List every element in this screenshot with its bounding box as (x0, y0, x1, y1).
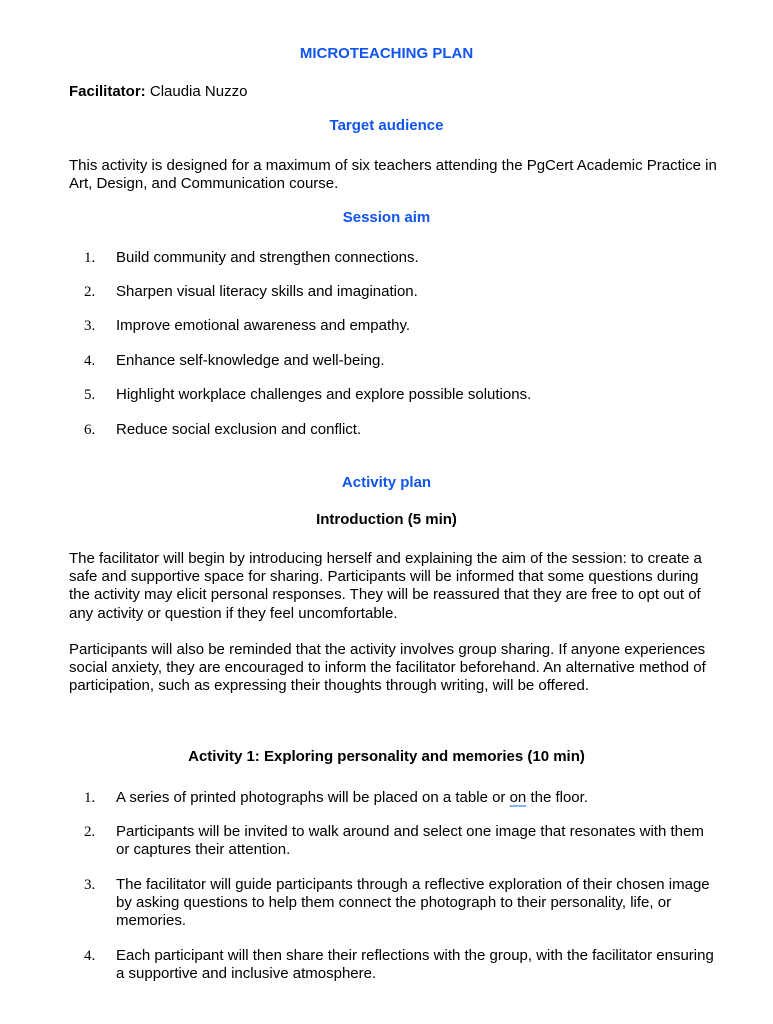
document-title: MICROTEACHING PLAN (299, 45, 474, 62)
target-audience-text: This activity is designed for a maximum of six teachers attending the PgCert Academic Practice in Art, Design, and Communication course. (69, 157, 717, 193)
activity1-heading: Activity 1: Exploring personality and memories (10 min) (188, 748, 585, 765)
list-number: 3. (84, 877, 96, 893)
list-text: Participants will be invited to walk around and select one image that resonates with them or captures their attention. (116, 823, 704, 859)
list-number: 1. (84, 250, 96, 266)
list-number: 5. (84, 387, 96, 403)
list-number: 2. (84, 284, 96, 300)
facilitator-line (69, 83, 719, 101)
list-text: Highlight workplace challenges and explore possible solutions. (116, 386, 532, 403)
list-number: 4. (84, 948, 96, 964)
list-number: 2. (84, 824, 96, 840)
activity-plan-heading: Activity plan (341, 474, 432, 491)
list-text: Each participant will then share their reflections with the group, with the facilitator ensuring a supportive and inclusive atmosphere. (116, 947, 714, 983)
list-text: Build community and strengthen connections. (116, 249, 419, 266)
list-number: 4. (84, 353, 96, 369)
list-number: 1. (84, 790, 96, 806)
introduction-heading: Introduction (5 min) (316, 511, 457, 528)
list-text: Enhance self-knowledge and well-being. (116, 352, 385, 369)
list-number: 6. (84, 422, 96, 438)
list-text: Reduce social exclusion and conflict. (116, 421, 362, 438)
list-text (116, 789, 716, 807)
target-audience-heading: Target audience (329, 117, 444, 134)
facilitator-name: Claudia Nuzzo (149, 83, 248, 100)
list-text-part: the floor. (526, 789, 588, 806)
introduction-paragraph: Participants will also be reminded that the activity involves group sharing. If anyone experiences social anxiety, they are encouraged to inform the facilitator beforehand. An alternative method of participation, such as expressing their thoughts through writing, will be offered. (69, 641, 706, 695)
list-text: Sharpen visual literacy skills and imagination. (116, 283, 418, 300)
session-aim-heading: Session aim (342, 209, 431, 226)
spellcheck-underlined-word: on (509, 789, 527, 806)
facilitator-label: Facilitator: (69, 83, 146, 100)
list-text: The facilitator will guide participants through a reflective exploration of their chosen image by asking questions to help them connect the photograph to their personality, life, or memories. (116, 876, 710, 930)
list-text-part: A series of printed photographs will be placed on a table or (116, 789, 510, 806)
list-number: 3. (84, 318, 96, 334)
introduction-paragraph: The facilitator will begin by introducing herself and explaining the aim of the session: to create a safe and supportive space for sharing. Participants will be informed that some questions during the activity may elicit personal responses. They will be reassured that they are free to opt out of any activity or question if they feel uncomfortable. (69, 550, 702, 622)
list-text: Improve emotional awareness and empathy. (116, 317, 411, 334)
